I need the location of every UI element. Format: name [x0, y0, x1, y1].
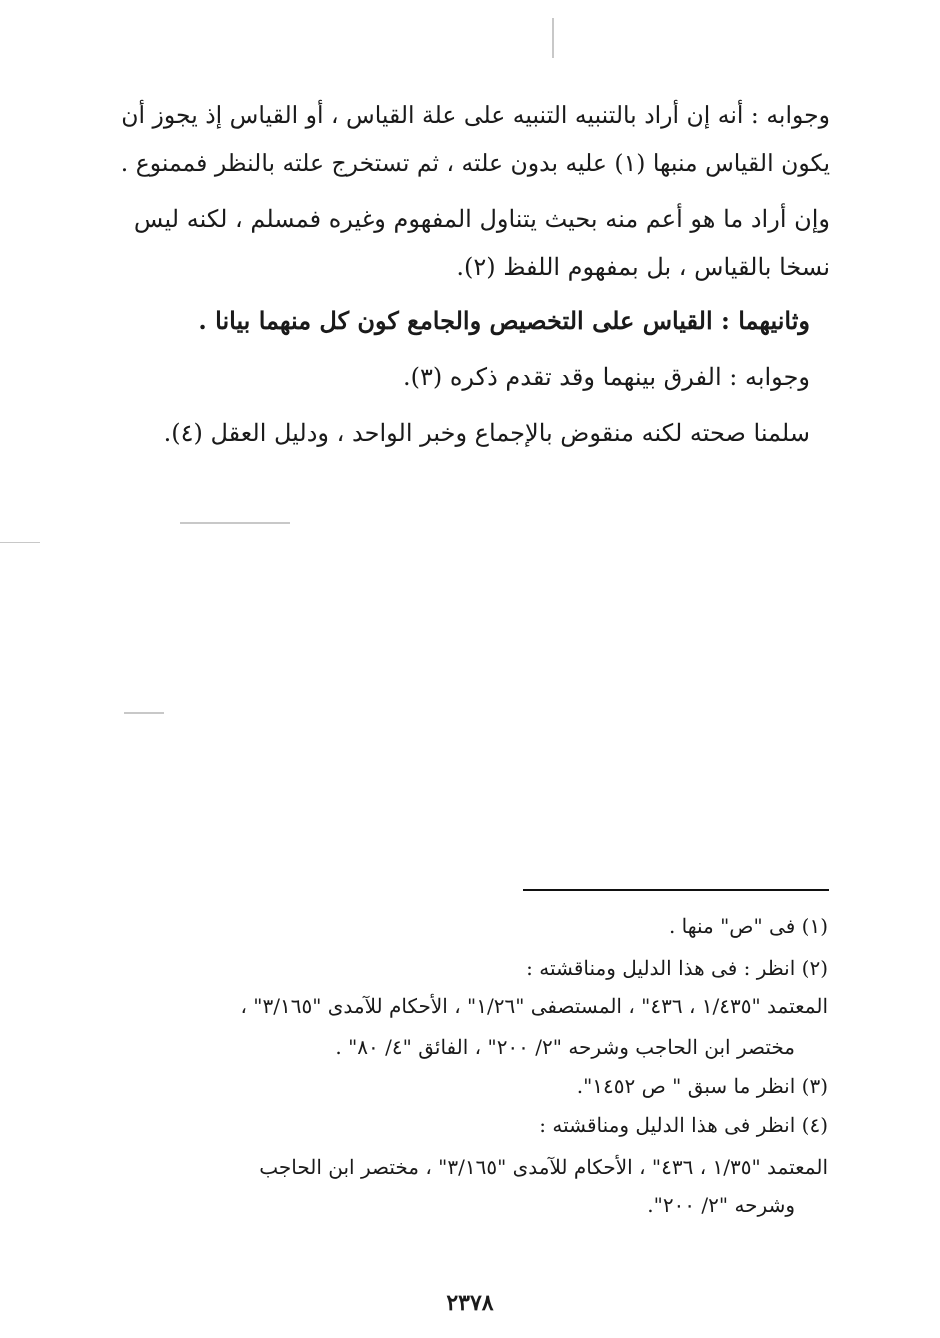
scan-speck	[552, 18, 554, 58]
scan-speck	[0, 542, 40, 543]
footnote-line: (٢) انظر : فى هذا الدليل ومناقشته :	[526, 956, 828, 980]
text-line: سلمنا صحته لكنه منقوض بالإجماع وخبر الواحد ، ودليل العقل (٤).	[163, 419, 810, 447]
text-line: وجوابه : أنه إن أراد بالتنبيه التنبيه على علة القياس ، أو القياس إذ يجوز أن	[121, 101, 830, 129]
text-line: نسخا بالقياس ، بل بمفهوم اللفظ (٢).	[456, 253, 830, 281]
scan-speck	[180, 522, 290, 524]
footnote-line: مختصر ابن الحاجب وشرحه "٢/ ٢٠٠" ، الفائق "٤/ ٨٠" .	[335, 1035, 795, 1059]
footnote-line: (١) فى "ص" منها .	[668, 914, 828, 938]
footnote-line: (٣) انظر ما سبق " ص ١٤٥٢".	[576, 1074, 828, 1098]
page-number: ٢٣٧٨	[446, 1290, 494, 1316]
text-line: وجوابه : الفرق بينهما وقد تقدم ذكره (٣).	[402, 363, 810, 391]
footnote-line: (٤) انظر فى هذا الدليل ومناقشته :	[539, 1113, 828, 1137]
footnote-line: وشرحه "٢/ ٢٠٠".	[647, 1193, 795, 1217]
footnote-separator	[523, 889, 829, 891]
text-line: وإن أراد ما هو أعم منه بحيث يتناول المفهوم وغيره فمسلم ، لكنه ليس	[133, 205, 830, 233]
text-line: وثانيهما : القياس على التخصيص والجامع كون كل منهما بيانا .	[198, 306, 810, 335]
text-line: يكون القياس منبها (١) عليه بدون علته ، ثم تستخرج علته بالنظر فممنوع .	[120, 149, 830, 177]
footnote-line: المعتمد "١/٤٣٥ ، ٤٣٦" ، المستصفى "١/٢٦" ، الأحكام للآمدى "٣/١٦٥" ،	[240, 994, 828, 1018]
footnote-line: المعتمد "١/٣٥ ، ٤٣٦" ، الأحكام للآمدى "٣/١٦٥" ، مختصر ابن الحاجب	[259, 1155, 828, 1179]
scan-speck	[124, 712, 164, 714]
